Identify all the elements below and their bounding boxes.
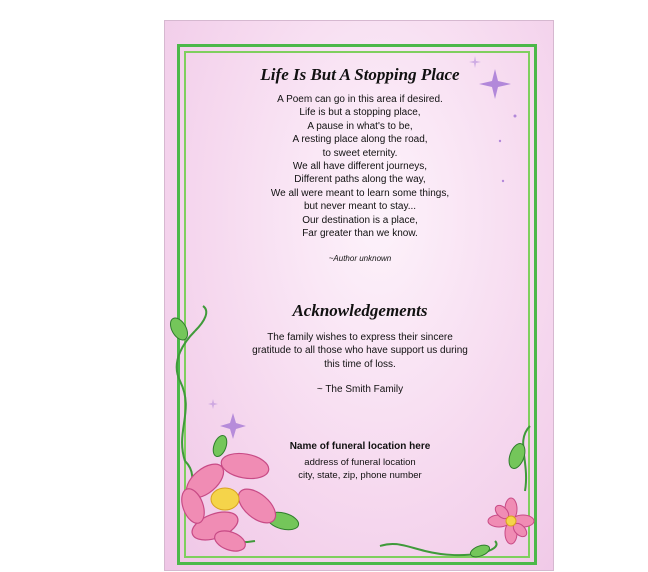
family-signature: ~ The Smith Family — [316, 384, 404, 395]
poem-line: but never meant to stay... — [303, 201, 417, 213]
acknowledgements-line: this time of loss. — [324, 358, 396, 370]
poem-author: ~Author unknown — [328, 254, 392, 263]
poem-line: A resting place along the road, — [292, 134, 428, 146]
acknowledgements-title: Acknowledgements — [292, 301, 428, 320]
poem-line: A pause in what's to be, — [307, 120, 413, 132]
poem-line: to sweet eternity. — [322, 147, 398, 159]
poem-line: Life is but a stopping place, — [299, 107, 421, 119]
funeral-program-page — [164, 20, 554, 571]
acknowledgements-line: The family wishes to express their sincere — [267, 332, 453, 343]
poem-line: We all have different journeys, — [292, 161, 428, 173]
city-state-line: city, state, zip, phone number — [298, 470, 422, 481]
poem-line: Far greater than we know. — [302, 228, 418, 240]
funeral-location-address — [195, 456, 525, 482]
acknowledgements-text — [195, 331, 525, 371]
poem-line: We all were meant to learn some things, — [270, 187, 450, 199]
poem-line: Different paths along the way, — [294, 174, 426, 186]
poem-text — [195, 93, 525, 240]
funeral-location-name: Name of funeral location here — [289, 441, 431, 452]
acknowledgements-line: gratitude to all those who have support us during — [252, 345, 468, 357]
poem-line: A Poem can go in this area if desired. — [277, 94, 443, 105]
poem-line: Our destination is a place, — [302, 214, 418, 226]
address-line: address of funeral location — [304, 457, 416, 468]
poem-title: Life Is But A Stopping Place — [260, 65, 460, 84]
